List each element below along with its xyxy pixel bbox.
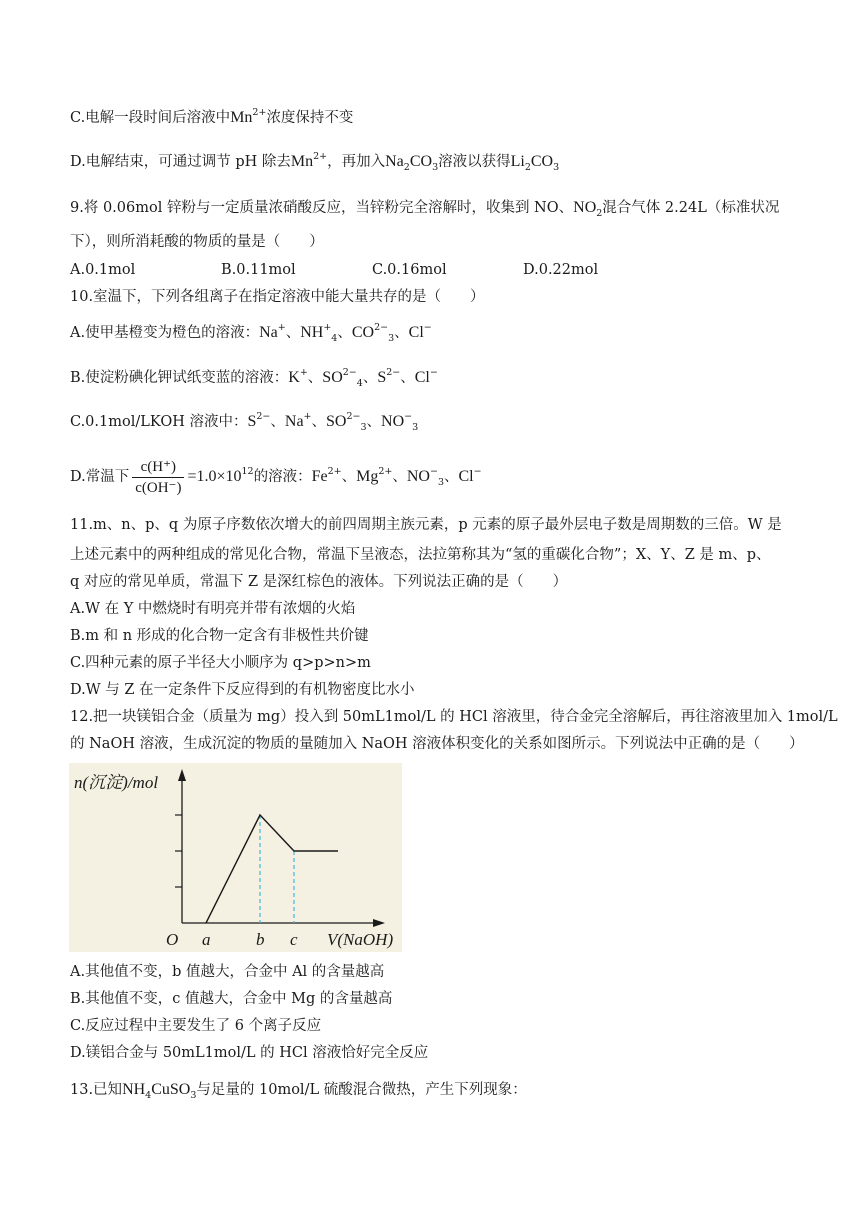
- question-9-stem: 9.将 0.06mol 锌粉与一定质量浓硝酸反应，当锌粉完全溶解时，收集到 NO、$NO_2$混合气体 2.24L（标准状况: [70, 199, 780, 219]
- precipitate-curve: [206, 815, 338, 923]
- x-axis-arrow: [373, 919, 385, 927]
- x-tick-label-b: b: [256, 930, 265, 949]
- question-9-stem-cont: 下），则所消耗酸的物质的量是（ ）: [70, 234, 324, 250]
- option-d-q9: D.0.22mol: [523, 262, 599, 278]
- option-a-q12: A.其他值不变，b 值越大，合金中 Al 的含量越高: [70, 964, 385, 980]
- option-c-q8: C.电解一段时间后溶液中$Mn^{2+}$浓度保持不变: [70, 107, 354, 126]
- question-12-stem-2: 的 NaOH 溶液，生成沉淀的物质的量随加入 NaOH 溶液体积变化的关系如图所示。下列说法中正确的是（ ）: [70, 736, 804, 752]
- option-a-q10: A.使甲基橙变为橙色的溶液：Na+、$NH^+_4$、$CO^{2-}_3$、Cl−: [70, 322, 432, 344]
- option-c-q12: C.反应过程中主要发生了 6 个离子反应: [70, 1018, 322, 1034]
- y-axis-arrow: [178, 769, 186, 781]
- question-13-stem: 13.已知$NH_4CuSO_3$与足量的 10mol/L 硫酸混合微热，产生下列现象：: [70, 1081, 527, 1101]
- precipitate-graph: [69, 763, 402, 952]
- option-c-q9: C.0.16mol: [372, 262, 447, 278]
- x-axis-label: V(NaOH): [327, 930, 394, 949]
- option-c-q10: C.0.1mol/LKOH 溶液中：$S^{2-}$、Na+、$SO^{2-}_3$、$NO^-_3$: [70, 411, 419, 433]
- question-11-stem-3: q 对应的常见单质，常温下 Z 是深红棕色的液体。下列说法正确的是（ ）: [70, 574, 568, 590]
- question-11-stem-2: 上述元素中的两种组成的常见化合物，常温下呈液态，法拉第称其为“氢的重碳化合物”；X、Y、Z 是 m、p、: [70, 547, 771, 563]
- option-d-q11: D.W 与 Z 在一定条件下反应得到的有机物密度比水小: [70, 682, 415, 698]
- option-b-q12: B.其他值不变，c 值越大，合金中 Mg 的含量越高: [70, 991, 393, 1007]
- option-a-q9: A.0.1mol: [70, 262, 136, 278]
- option-a-q11: A.W 在 Y 中燃烧时有明亮并带有浓烟的火焰: [70, 601, 356, 617]
- origin-label: O: [166, 930, 179, 949]
- question-10-stem: 10.室温下，下列各组离子在指定溶液中能大量共存的是（ ）: [70, 289, 485, 305]
- option-d-q10: D.常温下 $\frac{c(H^+)}{c(OH^-)}$ $=1.0\times 10^{12}$的溶液：$Fe^{2+}$、$Mg^{2+}$、$NO^-_3$、Cl−: [70, 458, 482, 496]
- option-d-q12: D.镁铝合金与 50mL1mol/L 的 HCl 溶液恰好完全反应: [70, 1045, 429, 1061]
- option-d-q8: D.电解结束，可通过调节 pH 除去$Mn^{2+}$，再加入$Na_2CO_3$溶液以获得$Li_2CO_3$: [70, 151, 560, 173]
- precipitate-graph-svg: [69, 763, 402, 952]
- x-tick-label-c: c: [290, 930, 298, 949]
- x-tick-label-a: a: [202, 930, 211, 949]
- question-11-stem-1: 11.m、n、p、q 为原子序数依次增大的前四周期主族元素，p 元素的原子最外层电子数是周期数的三倍。W 是: [70, 517, 782, 533]
- y-axis-label: n(沉淀)/mol: [74, 773, 159, 792]
- ratio-fraction: $\frac{c(H^+)}{c(OH^-)}$: [132, 457, 184, 498]
- option-c-q11: C.四种元素的原子半径大小顺序为 q>p>n>m: [70, 655, 371, 671]
- option-b-q10: B.使淀粉碘化钾试纸变蓝的溶液：K+、$SO^{2-}_4$、$S^{2-}$、Cl−: [70, 367, 438, 389]
- question-12-stem-1: 12.把一块镁铝合金（质量为 mg）投入到 50mL1mol/L 的 HCl 溶液里，待合金完全溶解后，再往溶液里加入 1mol/L: [70, 709, 838, 725]
- option-b-q11: B.m 和 n 形成的化合物一定含有非极性共价键: [70, 628, 369, 644]
- option-b-q9: B.0.11mol: [221, 262, 296, 278]
